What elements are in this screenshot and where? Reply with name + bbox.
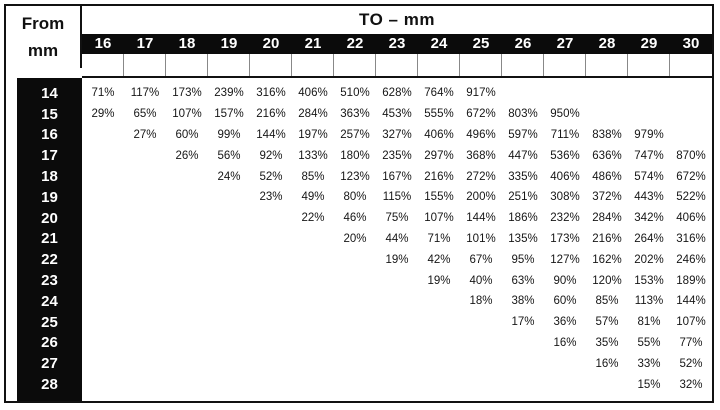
percentage-cell: 57% — [595, 316, 619, 329]
table-row — [82, 249, 712, 270]
percentage-cell: 144% — [676, 295, 706, 308]
table-row — [82, 104, 712, 125]
from-size-label: 19 — [41, 188, 58, 206]
percentage-cell: 107% — [172, 108, 202, 121]
percentage-cell — [208, 291, 250, 312]
table-row — [82, 229, 712, 250]
percentage-cell — [292, 312, 334, 333]
percentage-cell — [628, 83, 670, 104]
from-unit: mm — [27, 41, 59, 60]
percentage-cell: 65% — [133, 108, 157, 121]
percentage-cell: 117% — [130, 87, 160, 100]
percentage-cell — [82, 229, 124, 250]
to-size-label: 18 — [178, 35, 196, 52]
percentage-cell — [82, 353, 124, 374]
percentage-cell — [544, 353, 586, 374]
percentage-cell — [670, 104, 712, 125]
percentage-cell: 284% — [592, 212, 622, 225]
percentage-cell — [376, 333, 418, 354]
percentage-cell: 406% — [550, 170, 580, 183]
percentage-cell: 672% — [466, 108, 496, 121]
percentage-cell — [418, 353, 460, 374]
percentage-cell: 443% — [634, 191, 664, 204]
percentage-cell: 16% — [595, 357, 619, 370]
table-row — [82, 125, 712, 146]
percentage-cell: 55% — [637, 336, 661, 349]
percentage-cell — [670, 125, 712, 146]
percentage-cell — [82, 333, 124, 354]
from-size-label: 15 — [41, 105, 58, 123]
to-size-label: 25 — [472, 35, 490, 52]
percentage-cell: 308% — [550, 191, 580, 204]
blank-cell — [334, 54, 376, 76]
percentage-cell: 115% — [382, 191, 412, 204]
percentage-cell: 297% — [424, 149, 454, 162]
table-row — [82, 312, 712, 333]
percentage-cell — [82, 145, 124, 166]
percentage-cell — [166, 166, 208, 187]
percentage-cell: 510% — [340, 87, 370, 100]
percentage-cell: 52% — [679, 357, 703, 370]
percentage-cell: 246% — [676, 253, 706, 266]
percentage-cell: 17% — [511, 316, 535, 329]
percentage-cell: 316% — [676, 232, 706, 245]
percentage-cell: 979% — [634, 128, 664, 141]
table-row — [82, 333, 712, 354]
percentage-cell — [334, 291, 376, 312]
percentage-cell: 36% — [553, 316, 577, 329]
to-size-label: 16 — [94, 35, 112, 52]
percentage-cell: 95% — [511, 253, 535, 266]
percentage-cell: 162% — [592, 253, 622, 266]
percentage-cell: 85% — [595, 295, 619, 308]
blank-cell — [502, 54, 544, 76]
from-size-label: 24 — [41, 292, 58, 310]
percentage-cell: 284% — [298, 108, 328, 121]
percentage-cell — [208, 249, 250, 270]
percentage-cell — [124, 208, 166, 229]
percentage-cell: 63% — [511, 274, 535, 287]
percentage-cell: 406% — [676, 212, 706, 225]
percentage-cell — [334, 312, 376, 333]
percentage-cell: 216% — [592, 232, 622, 245]
percentage-cell — [376, 312, 418, 333]
blank-cell — [124, 54, 166, 76]
percentage-cell: 71% — [91, 87, 115, 100]
percentage-cell — [292, 270, 334, 291]
percentage-cell — [334, 249, 376, 270]
table-row — [82, 145, 712, 166]
percentage-cell: 60% — [553, 295, 577, 308]
percentage-cell — [166, 187, 208, 208]
percentage-cell — [82, 208, 124, 229]
percentage-cell: 950% — [550, 108, 580, 121]
percentage-cell — [124, 312, 166, 333]
percentage-cell — [166, 249, 208, 270]
percentage-cell: 342% — [634, 212, 664, 225]
from-size-label: 27 — [41, 355, 58, 373]
percentage-cell — [166, 229, 208, 250]
percentage-cell: 628% — [382, 87, 412, 100]
percentage-cell — [502, 333, 544, 354]
percentage-cell — [460, 374, 502, 395]
to-size-label: 19 — [220, 35, 238, 52]
percentage-cell: 107% — [676, 316, 706, 329]
blank-cell — [292, 54, 334, 76]
percentage-cell: 144% — [466, 212, 496, 225]
percentage-cell: 372% — [592, 191, 622, 204]
percentage-cell: 44% — [385, 232, 409, 245]
to-size-label: 23 — [388, 35, 406, 52]
percentage-cell — [166, 333, 208, 354]
blank-cell — [208, 54, 250, 76]
to-size-label: 29 — [640, 35, 658, 52]
percentage-cell — [208, 187, 250, 208]
percentage-cell — [250, 333, 292, 354]
percentage-cell — [334, 270, 376, 291]
blank-cell — [628, 54, 670, 76]
table-row — [82, 353, 712, 374]
percentage-cell: 173% — [550, 232, 580, 245]
percentage-cell — [82, 312, 124, 333]
percentage-cell — [460, 312, 502, 333]
percentage-cell: 536% — [550, 149, 580, 162]
from-size-label: 23 — [41, 272, 58, 290]
percentage-cell: 40% — [469, 274, 493, 287]
percentage-cell: 133% — [298, 149, 328, 162]
percentage-cell: 239% — [214, 87, 244, 100]
percentage-cell — [82, 270, 124, 291]
percentage-cell: 522% — [676, 191, 706, 204]
percentage-cell: 32% — [679, 378, 703, 391]
from-size-label: 17 — [41, 147, 58, 165]
percentage-cell — [166, 291, 208, 312]
percentage-cell: 33% — [637, 357, 661, 370]
percentage-cell — [82, 374, 124, 395]
from-size-label: 14 — [41, 84, 58, 102]
percentage-cell: 636% — [592, 149, 622, 162]
percentage-grid — [82, 83, 712, 395]
percentage-cell: 24% — [217, 170, 241, 183]
percentage-cell: 99% — [217, 128, 241, 141]
percentage-cell: 29% — [91, 108, 115, 121]
percentage-cell — [544, 83, 586, 104]
percentage-cell — [82, 187, 124, 208]
percentage-cell — [124, 166, 166, 187]
percentage-cell — [250, 249, 292, 270]
table-row — [82, 187, 712, 208]
percentage-cell — [250, 229, 292, 250]
to-size-header — [82, 34, 712, 54]
blank-cell — [166, 54, 208, 76]
blank-cell — [544, 54, 586, 76]
percentage-cell: 186% — [508, 212, 538, 225]
percentage-cell — [418, 291, 460, 312]
percentage-cell — [124, 249, 166, 270]
to-size-label: 28 — [598, 35, 616, 52]
to-size-label: 17 — [136, 35, 154, 52]
percentage-cell: 672% — [676, 170, 706, 183]
from-size-label: 20 — [41, 209, 58, 227]
blank-cell — [376, 54, 418, 76]
percentage-cell — [208, 353, 250, 374]
percentage-cell — [586, 83, 628, 104]
percentage-cell — [418, 312, 460, 333]
table-row — [82, 270, 712, 291]
percentage-cell — [376, 270, 418, 291]
from-size-label: 25 — [41, 313, 58, 331]
blank-cell — [670, 54, 712, 76]
percentage-cell — [124, 145, 166, 166]
percentage-cell: 167% — [382, 170, 412, 183]
table-row — [82, 166, 712, 187]
percentage-cell: 123% — [340, 170, 370, 183]
percentage-cell: 42% — [427, 253, 451, 266]
percentage-cell — [166, 208, 208, 229]
percentage-cell — [208, 208, 250, 229]
percentage-cell: 316% — [256, 87, 286, 100]
percentage-cell — [208, 333, 250, 354]
percentage-cell — [166, 353, 208, 374]
percentage-cell: 81% — [637, 316, 661, 329]
percentage-cell: 406% — [298, 87, 328, 100]
percentage-cell: 107% — [424, 212, 454, 225]
percentage-cell — [334, 374, 376, 395]
percentage-cell — [82, 125, 124, 146]
percentage-cell: 52% — [259, 170, 283, 183]
percentage-cell: 200% — [466, 191, 496, 204]
percentage-cell: 173% — [172, 87, 202, 100]
blank-header-row — [82, 54, 712, 78]
percentage-cell — [250, 208, 292, 229]
to-size-label: 20 — [262, 35, 280, 52]
percentage-cell: 46% — [343, 212, 367, 225]
percentage-cell: 26% — [175, 149, 199, 162]
from-label: From — [21, 14, 65, 33]
table-row — [82, 291, 712, 312]
percentage-cell: 216% — [424, 170, 454, 183]
percentage-cell: 406% — [424, 128, 454, 141]
blank-cell — [250, 54, 292, 76]
percentage-cell — [376, 291, 418, 312]
percentage-cell: 486% — [592, 170, 622, 183]
percentage-cell — [334, 333, 376, 354]
percentage-cell — [124, 333, 166, 354]
percentage-cell: 85% — [301, 170, 325, 183]
percentage-cell: 870% — [676, 149, 706, 162]
blank-cell — [586, 54, 628, 76]
percentage-cell — [292, 333, 334, 354]
to-size-label: 26 — [514, 35, 532, 52]
percentage-cell: 264% — [634, 232, 664, 245]
percentage-cell: 327% — [382, 128, 412, 141]
blank-cell — [418, 54, 460, 76]
percentage-cell — [250, 270, 292, 291]
percentage-cell — [124, 270, 166, 291]
percentage-cell: 23% — [259, 191, 283, 204]
percentage-cell: 202% — [634, 253, 664, 266]
to-size-label: 21 — [304, 35, 322, 52]
percentage-cell: 197% — [298, 128, 328, 141]
percentage-cell: 917% — [466, 87, 496, 100]
percentage-cell: 19% — [427, 274, 451, 287]
percentage-cell: 92% — [259, 149, 283, 162]
percentage-cell: 155% — [424, 191, 454, 204]
from-header — [6, 6, 82, 68]
percentage-cell: 67% — [469, 253, 493, 266]
percentage-cell — [250, 291, 292, 312]
percentage-cell: 574% — [634, 170, 664, 183]
percentage-cell — [376, 374, 418, 395]
percentage-cell — [376, 353, 418, 374]
percentage-cell: 447% — [508, 149, 538, 162]
percentage-cell — [82, 249, 124, 270]
percentage-cell: 216% — [256, 108, 286, 121]
conversion-table — [4, 4, 714, 403]
from-size-column — [17, 78, 82, 401]
percentage-cell — [208, 374, 250, 395]
percentage-cell — [544, 374, 586, 395]
percentage-cell: 803% — [508, 108, 538, 121]
percentage-cell: 90% — [553, 274, 577, 287]
percentage-cell: 747% — [634, 149, 664, 162]
percentage-cell — [166, 270, 208, 291]
percentage-cell: 711% — [550, 128, 580, 141]
table-row — [82, 374, 712, 395]
percentage-cell: 135% — [508, 232, 538, 245]
percentage-cell — [124, 187, 166, 208]
percentage-cell: 27% — [133, 128, 157, 141]
blank-cell — [460, 54, 502, 76]
percentage-cell: 597% — [508, 128, 538, 141]
percentage-cell: 77% — [679, 336, 703, 349]
percentage-cell — [628, 104, 670, 125]
percentage-cell: 20% — [343, 232, 367, 245]
percentage-cell — [250, 374, 292, 395]
percentage-cell: 232% — [550, 212, 580, 225]
percentage-cell — [124, 229, 166, 250]
blank-cell — [82, 54, 124, 76]
percentage-cell: 127% — [550, 253, 580, 266]
percentage-cell: 56% — [217, 149, 241, 162]
percentage-cell: 189% — [676, 274, 706, 287]
percentage-cell — [418, 333, 460, 354]
to-size-label: 30 — [682, 35, 700, 52]
percentage-cell — [502, 374, 544, 395]
percentage-cell — [208, 270, 250, 291]
from-size-label: 26 — [41, 334, 58, 352]
percentage-cell: 113% — [634, 295, 664, 308]
percentage-cell — [250, 353, 292, 374]
percentage-cell: 18% — [469, 295, 493, 308]
percentage-cell: 235% — [382, 149, 412, 162]
percentage-cell: 80% — [343, 191, 367, 204]
percentage-cell: 153% — [634, 274, 664, 287]
percentage-cell: 838% — [592, 128, 622, 141]
percentage-cell: 157% — [214, 108, 244, 121]
percentage-cell: 71% — [427, 232, 451, 245]
percentage-cell — [292, 229, 334, 250]
percentage-cell: 16% — [553, 336, 577, 349]
percentage-cell — [208, 229, 250, 250]
to-size-label: 24 — [430, 35, 448, 52]
percentage-cell: 453% — [382, 108, 412, 121]
from-size-label: 18 — [41, 168, 58, 186]
percentage-cell — [292, 291, 334, 312]
percentage-cell — [418, 374, 460, 395]
percentage-cell: 180% — [340, 149, 370, 162]
percentage-cell — [460, 353, 502, 374]
percentage-cell: 15% — [637, 378, 661, 391]
percentage-cell: 49% — [301, 191, 325, 204]
percentage-cell: 60% — [175, 128, 199, 141]
table-row — [82, 83, 712, 104]
from-size-label: 22 — [41, 251, 58, 269]
percentage-cell — [166, 312, 208, 333]
percentage-cell — [586, 374, 628, 395]
percentage-cell: 363% — [340, 108, 370, 121]
table-row — [82, 208, 712, 229]
to-size-label: 22 — [346, 35, 364, 52]
from-size-label: 21 — [41, 230, 58, 248]
percentage-cell: 335% — [508, 170, 538, 183]
percentage-cell — [292, 249, 334, 270]
percentage-cell — [82, 291, 124, 312]
percentage-cell: 555% — [424, 108, 454, 121]
percentage-cell — [502, 353, 544, 374]
percentage-cell: 101% — [466, 232, 496, 245]
percentage-cell — [670, 83, 712, 104]
percentage-cell: 251% — [508, 191, 538, 204]
percentage-cell: 38% — [511, 295, 535, 308]
percentage-cell: 120% — [592, 274, 622, 287]
percentage-cell — [292, 353, 334, 374]
percentage-cell: 22% — [301, 212, 325, 225]
percentage-cell: 368% — [466, 149, 496, 162]
from-size-label: 28 — [41, 376, 58, 394]
percentage-cell: 35% — [595, 336, 619, 349]
percentage-cell — [82, 166, 124, 187]
percentage-cell — [586, 104, 628, 125]
percentage-cell: 75% — [385, 212, 409, 225]
percentage-cell — [124, 353, 166, 374]
percentage-cell — [250, 312, 292, 333]
to-title: TO – mm — [359, 10, 435, 29]
percentage-cell — [208, 312, 250, 333]
to-size-label: 27 — [556, 35, 574, 52]
percentage-cell: 19% — [385, 253, 409, 266]
percentage-cell — [334, 353, 376, 374]
percentage-cell — [124, 291, 166, 312]
percentage-cell: 496% — [466, 128, 496, 141]
percentage-cell — [460, 333, 502, 354]
percentage-cell: 144% — [256, 128, 286, 141]
percentage-cell: 272% — [466, 170, 496, 183]
percentage-cell: 764% — [424, 87, 454, 100]
percentage-cell — [292, 374, 334, 395]
from-size-label: 16 — [41, 126, 58, 144]
percentage-cell — [502, 83, 544, 104]
percentage-cell: 257% — [340, 128, 370, 141]
percentage-cell — [166, 374, 208, 395]
percentage-cell — [124, 374, 166, 395]
